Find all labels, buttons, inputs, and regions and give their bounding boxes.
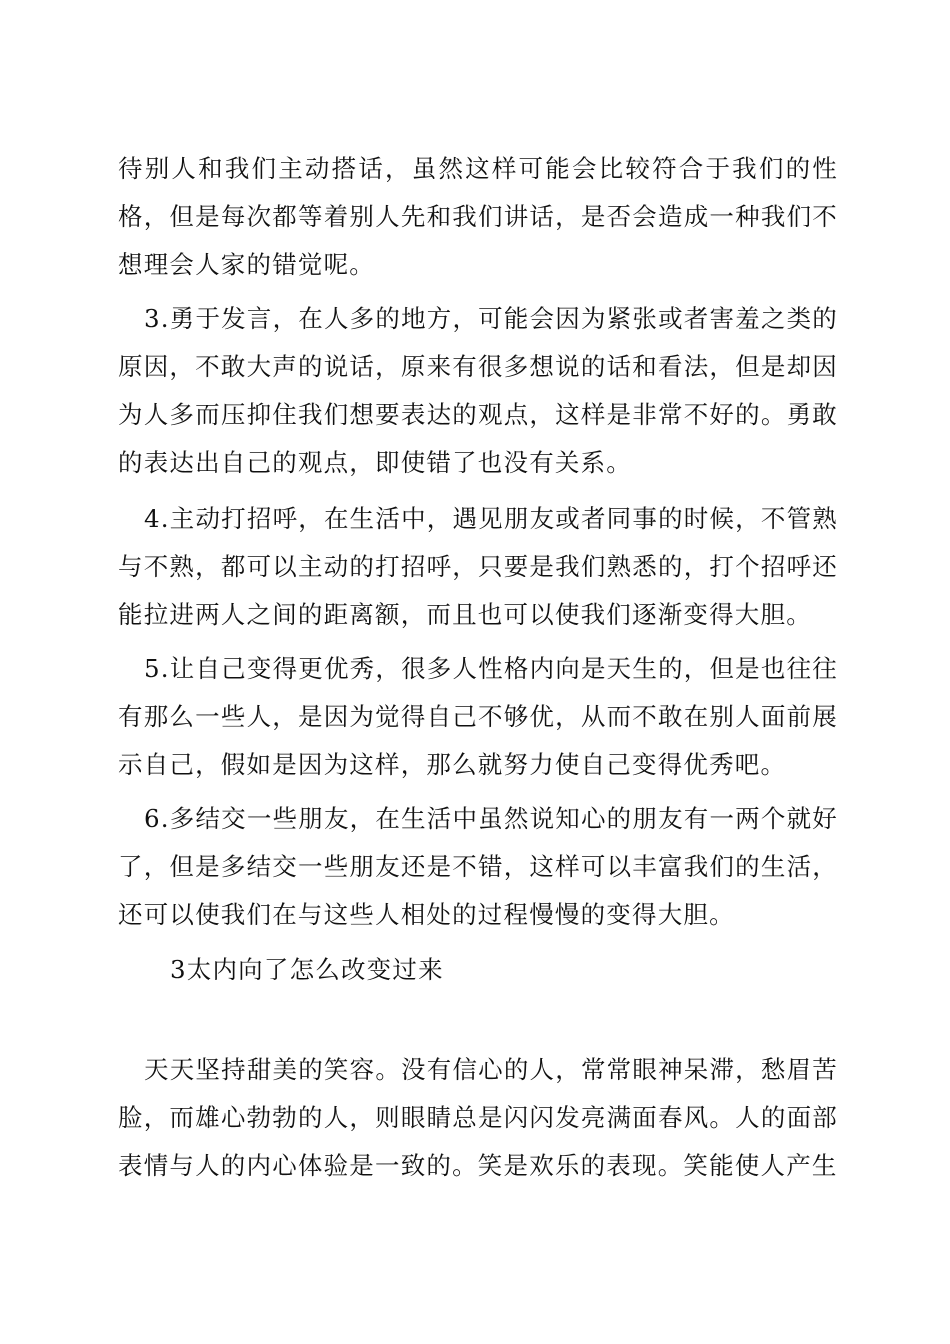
paragraph-item-3: 3.勇于发言，在人多的地方，可能会因为紧张或者害羞之类的原因，不敢大声的说话，原来有很多想说的话和看法，但是却因为人多而压抑住我们想要表达的观点，这样是非常不好的。勇敢的表达出自己的观点，即使错了也没有关系。 <box>118 304 838 477</box>
paragraph-item-6: 6.多结交一些朋友，在生活中虽然说知心的朋友有一两个就好了，但是多结交一些朋友还是不错，这样可以丰富我们的生活，还可以使我们在与这些人相处的过程慢慢的变得大胆。 <box>118 804 838 929</box>
paragraph-continuation: 待别人和我们主动搭话，虽然这样可能会比较符合于我们的性格，但是每次都等着别人先和我们讲话，是否会造成一种我们不想理会人家的错觉呢。 <box>118 154 838 279</box>
paragraph-item-5: 5.让自己变得更优秀，很多人性格内向是天生的，但是也往往有那么一些人，是因为觉得自己不够优，从而不敢在别人面前展示自己，假如是因为这样，那么就努力使自己变得优秀吧。 <box>118 654 838 779</box>
section-heading: 3太内向了怎么改变过来 <box>170 955 444 984</box>
paragraph-item-4: 4.主动打招呼，在生活中，遇见朋友或者同事的时候，不管熟与不熟，都可以主动的打招呼，只要是我们熟悉的，打个招呼还能拉进两人之间的距离额，而且也可以使我们逐渐变得大胆。 <box>118 504 838 629</box>
paragraph-smile: 天天坚持甜美的笑容。没有信心的人，常常眼神呆滞，愁眉苦脸，而雄心勃勃的人，则眼睛总是闪闪发亮满面春风。人的面部表情与人的内心体验是一致的。笑是欢乐的表现。笑能使人产生 <box>118 1055 838 1180</box>
